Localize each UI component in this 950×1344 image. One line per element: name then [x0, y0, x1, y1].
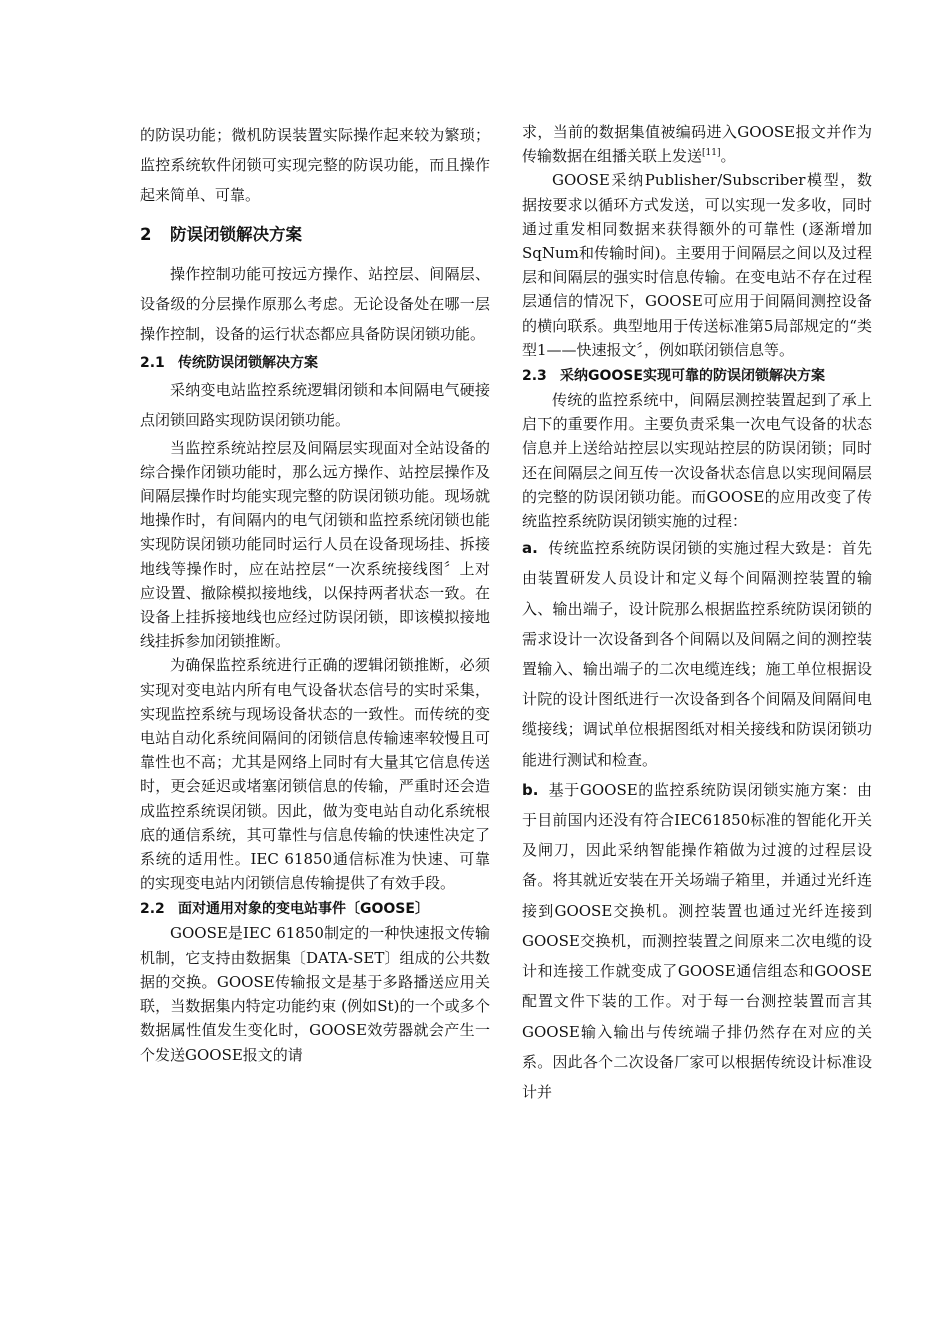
- section-2-1-number: 2.1: [140, 355, 165, 372]
- section-2-3-paragraph: 传统的监控系统中，间隔层测控装置起到了承上启下的重要作用。主要负责采集一次电气设备的状态信息并上送给站控层以实现站控层的防误闭锁；同时还在间隔层之间互传一次设备状态信息以实现间隔层的完整的防误闭锁功能。而GOOSE的应用改变了传统监控系统防误闭锁实施的过程：: [522, 391, 872, 531]
- section-2-1-paragraph-3: 为确保监控系统进行正确的逻辑闭锁推断，必须实现对变电站内所有电气设备状态信号的实时采集，实现监控系统与现场设备状态的一致性。而传统的变电站自动化系统间隔间的闭锁信息传输速率较慢且可靠性也不高；尤其是网络上同时有大量其它信息传送时，更会延迟或堵塞闭锁信息的传输，严重时还会造成监控系统误闭锁。因此，做为变电站自动化系统根底的通信系统，其可靠性与信息传输的快速性决定了系统的适用性。IEC 61850通信标准为快速、可靠的实现变电站内闭锁信息传输提供了有效手段。: [140, 656, 490, 893]
- section-2-heading: [140, 223, 490, 247]
- continued-end: 。: [720, 147, 736, 166]
- section-2-2-number: 2.2: [140, 901, 165, 918]
- section-2-2-heading: [140, 897, 490, 921]
- section-2-2-title: 面对通用对象的变电站事件〔GOOSE〕: [178, 901, 429, 918]
- right-column: [522, 120, 872, 1107]
- list-item-a: [522, 533, 872, 775]
- section-2-1-paragraph-1: 采纳变电站监控系统逻辑闭锁和本间隔电气硬接点闭锁回路实现防误闭锁功能。: [140, 381, 490, 430]
- list-item-b-text: 基于GOOSE的监控系统防误闭锁实施方案：由于目前国内还没有符合IEC61850标准的智能化开关及闸刀，因此采纳智能操作箱做为过渡的过程层设备。将其就近安装在开关场端子箱里，并通过光纤连接到GOOSE交换机。测控装置也通过光纤连接到GOOSE交换机，而测控装置之间原来二次电缆的设计和连接工作就变成了GOOSE通信组态和GOOSE配置文件下装的工作。对于每一台测控装置而言其GOOSE输入输出与传统端子排仍然存在对应的关系。因此各个二次设备厂家可以根据传统设计标准设计并: [522, 780, 872, 1101]
- list-item-b: [522, 775, 872, 1107]
- section-2-3-heading: [522, 364, 872, 388]
- section-2-title: 防误闭锁解决方案: [170, 224, 302, 244]
- section-2-2-paragraph-1: GOOSE是IEC 61850制定的一种快速报文传输机制，它支持由数据集〔DATA-SET〕组成的公共数据的交换。GOOSE传输报文是基于多路播送应用关联，当数据集内特定功能约束 (例如St)的一个或多个数据属性值发生变化时，GOOSE效劳器就会产生一个发送GOOSE报文的请: [140, 924, 490, 1064]
- section-2-2-paragraph-2: GOOSE采纳Publisher/Subscriber模型，数据按要求以循环方式发送，可以实现一发多收，同时通过重发相同数据来获得额外的可靠性 (逐渐增加SqNum和传输时间)。主要用于间隔层之间以及过程层和间隔层的强实时信息传输。在变电站不存在过程层通信的情况下，GOOSE可应用于间隔间测控设备的横向联系。典型地用于传送标准第5局部规定的“类型1——快速报文〞，例如联闭锁信息等。: [522, 171, 872, 359]
- section-2-3-number: 2.3: [522, 368, 547, 385]
- citation-ref: [11]: [702, 148, 721, 159]
- list-item-a-text: 传统监控系统防误闭锁的实施过程大致是：首先由装置研发人员设计和定义每个间隔测控装置的输入、输出端子，设计院那么根据监控系统防误闭锁的需求设计一次设备到各个间隔以及间隔之间的测控装置输入、输出端子的二次电缆连线；施工单位根据设计院的设计图纸进行一次设备到各个间隔及间隔间电缆接线；调试单位根据图纸对相关接线和防误闭锁功能进行测试和检查。: [522, 539, 872, 769]
- section-2-2-paragraph-1-continued: [522, 120, 872, 168]
- continued-text: 求，当前的数据集值被编码进入GOOSE报文并作为传输数据在组播关联上发送: [522, 123, 872, 166]
- section-2-number: 2: [140, 224, 152, 244]
- intro-paragraph: 的防误功能；微机防误装置实际操作起来较为繁琐；监控系统软件闭锁可实现完整的防误功能，而且操作起来简单、可靠。: [140, 126, 490, 205]
- section-2-1-paragraph-2: 当监控系统站控层及间隔层实现面对全站设备的综合操作闭锁功能时，那么远方操作、站控层操作及间隔层操作时均能实现完整的防误闭锁功能。现场就地操作时，有间隔内的电气闭锁和监控系统闭锁也能实现防误闭锁功能同时运行人员在设备现场挂、拆接地线等操作时，应在站控层“一次系统接线图〞上对应设置、撤除模拟接地线，以保持两者状态一致。在设备上挂拆接地线也应经过防误闭锁，即该模拟接地线挂拆参加闭锁推断。: [140, 438, 490, 651]
- section-2-3-title: 采纳GOOSE实现可靠的防误闭锁解决方案: [560, 368, 825, 385]
- list-marker-a: a.: [522, 539, 538, 558]
- list-marker-b: b.: [522, 780, 539, 799]
- section-2-paragraph: 操作控制功能可按远方操作、站控层、间隔层、设备级的分层操作原那么考虑。无论设备处在哪一层操作控制，设备的运行状态都应具备防误闭锁功能。: [140, 264, 490, 344]
- section-2-1-heading: [140, 351, 490, 375]
- section-2-1-title: 传统防误闭锁解决方案: [178, 355, 318, 372]
- left-column: [140, 120, 490, 1067]
